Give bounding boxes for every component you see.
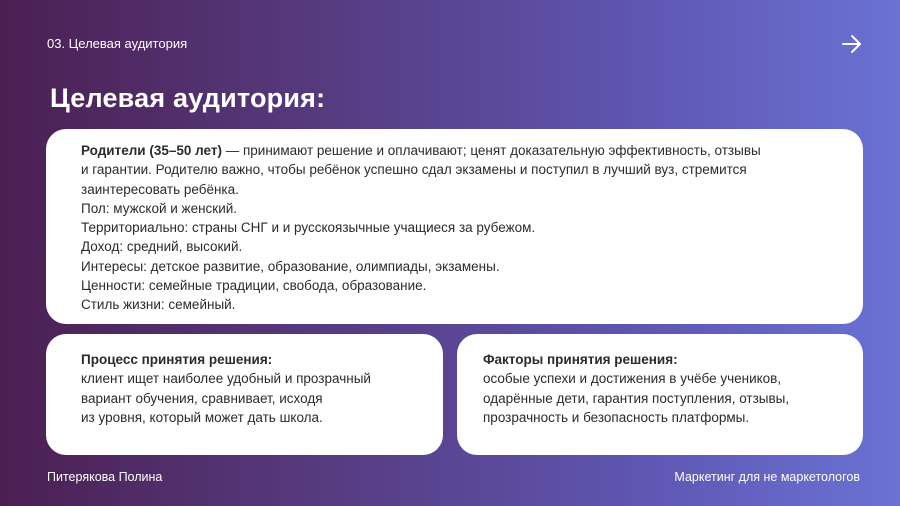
slide-label: 03. Целевая аудитория <box>47 36 188 51</box>
gender-line: Пол: мужской и женский. <box>81 200 238 216</box>
parents-description-line: заинтересовать ребёнка. <box>81 181 239 197</box>
footer-course: Маркетинг для не маркетологов <box>674 470 860 484</box>
lifestyle-line: Стиль жизни: семейный. <box>81 297 236 313</box>
decision-process-line: вариант обучения, сравнивает, исходя <box>81 390 323 406</box>
decision-factors-line: одарённые дети, гарантия поступления, отзывы, <box>483 390 790 406</box>
parents-description-line: и гарантии. Родителю важно, чтобы ребёнок успешно сдал экзамены и поступил в лучший вуз, стремится <box>81 162 747 178</box>
parents-intro-text: — принимают решение и оплачивают; ценят доказательную эффективность, отзывы <box>221 143 761 158</box>
values-line: Ценности: семейные традиции, свобода, образование. <box>81 278 427 294</box>
decision-process-heading: Процесс принятия решения: <box>81 352 273 367</box>
decision-process-line: из уровня, который может дать школа. <box>81 409 323 425</box>
decision-factors-card <box>457 334 863 455</box>
decision-factors-heading: Факторы принятия решения: <box>483 352 678 367</box>
footer-author: Питерякова Полина <box>47 470 163 484</box>
page-title: Целевая аудитория: <box>50 83 326 113</box>
decision-factors-line: прозрачность и безопасность платформы. <box>483 409 750 425</box>
territory-line: Территориально: страны СНГ и и русскоязычные учащиеся за рубежом. <box>81 220 536 236</box>
parents-intro-line <box>81 141 833 160</box>
parents-audience-card <box>46 129 863 324</box>
parents-segment-label: Родители (35–50 лет) <box>81 143 222 158</box>
decision-process-line: клиент ищет наиболее удобный и прозрачный <box>81 371 371 387</box>
decision-factors-line: особые успехи и достижения в учёбе учеников, <box>483 371 782 387</box>
arrow-right-icon[interactable] <box>840 32 864 56</box>
interests-line: Интересы: детское развитие, образование, олимпиады, экзамены. <box>81 258 500 274</box>
decision-process-card <box>46 334 443 455</box>
income-line: Доход: средний, высокий. <box>81 239 243 255</box>
